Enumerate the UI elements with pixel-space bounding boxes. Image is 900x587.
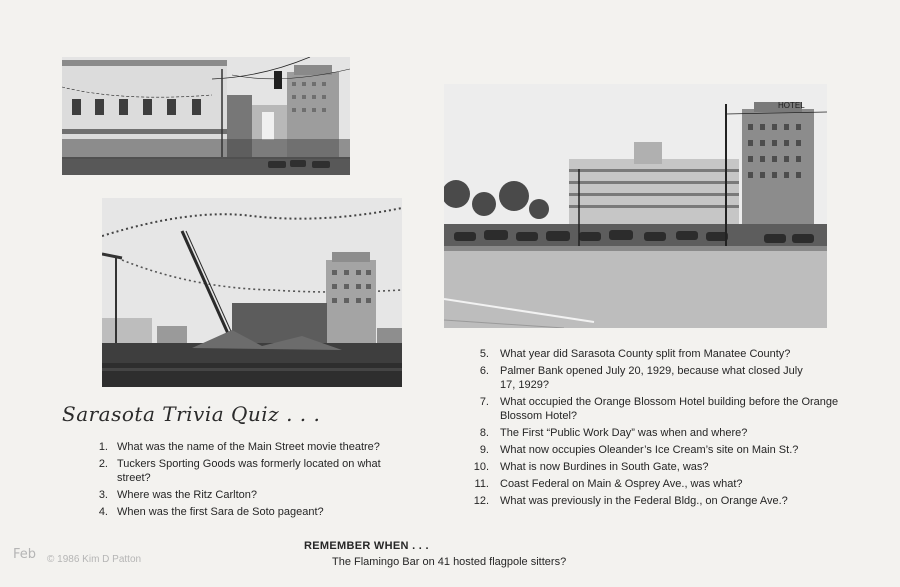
remember-when-text: The Flamingo Bar on 41 hosted flagpole sitters?	[332, 556, 567, 568]
question-item	[467, 426, 839, 440]
question-text: Coast Federal on Main & Osprey Ave., was what?	[500, 478, 743, 490]
question-text: What was previously in the Federal Bldg., on Orange Ave.?	[500, 495, 788, 507]
question-number: 1.	[98, 441, 108, 453]
photo-street-corner	[62, 57, 350, 175]
question-number: 3.	[98, 489, 108, 501]
question-number: 9.	[479, 444, 489, 456]
question-item	[467, 395, 839, 423]
question-number: 6.	[479, 365, 489, 377]
question-text: The First “Public Work Day” was when and where?	[500, 427, 748, 439]
copyright-notice: © 1986 Kim D Patton	[47, 554, 142, 565]
question-item	[467, 347, 839, 361]
question-item	[467, 477, 839, 491]
question-text: What is now Burdines in South Gate, was?	[500, 461, 709, 473]
question-text: When was the first Sara de Soto pageant?	[117, 506, 324, 518]
question-number: 11.	[474, 478, 489, 490]
month-label: Feb	[13, 547, 37, 562]
question-number: 5.	[479, 348, 489, 360]
question-number: 10.	[473, 461, 489, 473]
question-item	[86, 488, 416, 502]
question-text: Palmer Bank opened July 20, 1929, because what closed July 17, 1929?	[500, 365, 803, 391]
question-number: 7.	[479, 396, 489, 408]
remember-when-heading: REMEMBER WHEN . . .	[304, 540, 429, 552]
question-item	[467, 443, 839, 457]
question-number: 8.	[479, 427, 489, 439]
quiz-title: Sarasota Trivia Quiz . . .	[62, 402, 321, 426]
questions-list-right	[467, 347, 839, 511]
question-text: What now occupies Oleander’s Ice Cream’s site on Main St.?	[500, 444, 799, 456]
question-text: Tuckers Sporting Goods was formerly located on what street?	[117, 458, 381, 484]
questions-list-left	[86, 440, 416, 522]
question-item	[467, 460, 839, 474]
hotel-sign: HOTEL	[778, 101, 805, 110]
question-item	[86, 440, 416, 454]
question-item	[467, 494, 839, 508]
question-number: 4.	[98, 506, 108, 518]
question-text: What was the name of the Main Street movie theatre?	[117, 441, 380, 453]
question-item	[86, 457, 416, 485]
photo-hotel-intersection	[444, 84, 827, 328]
photo-construction-site	[102, 198, 402, 387]
question-number: 2.	[98, 458, 108, 470]
question-item	[86, 505, 416, 519]
question-text: Where was the Ritz Carlton?	[117, 489, 257, 501]
question-number: 12.	[473, 495, 489, 507]
question-text: What year did Sarasota County split from Manatee County?	[500, 348, 791, 360]
question-item	[467, 364, 839, 392]
question-text: What occupied the Orange Blossom Hotel building before the Orange Blossom Hotel?	[500, 396, 839, 422]
